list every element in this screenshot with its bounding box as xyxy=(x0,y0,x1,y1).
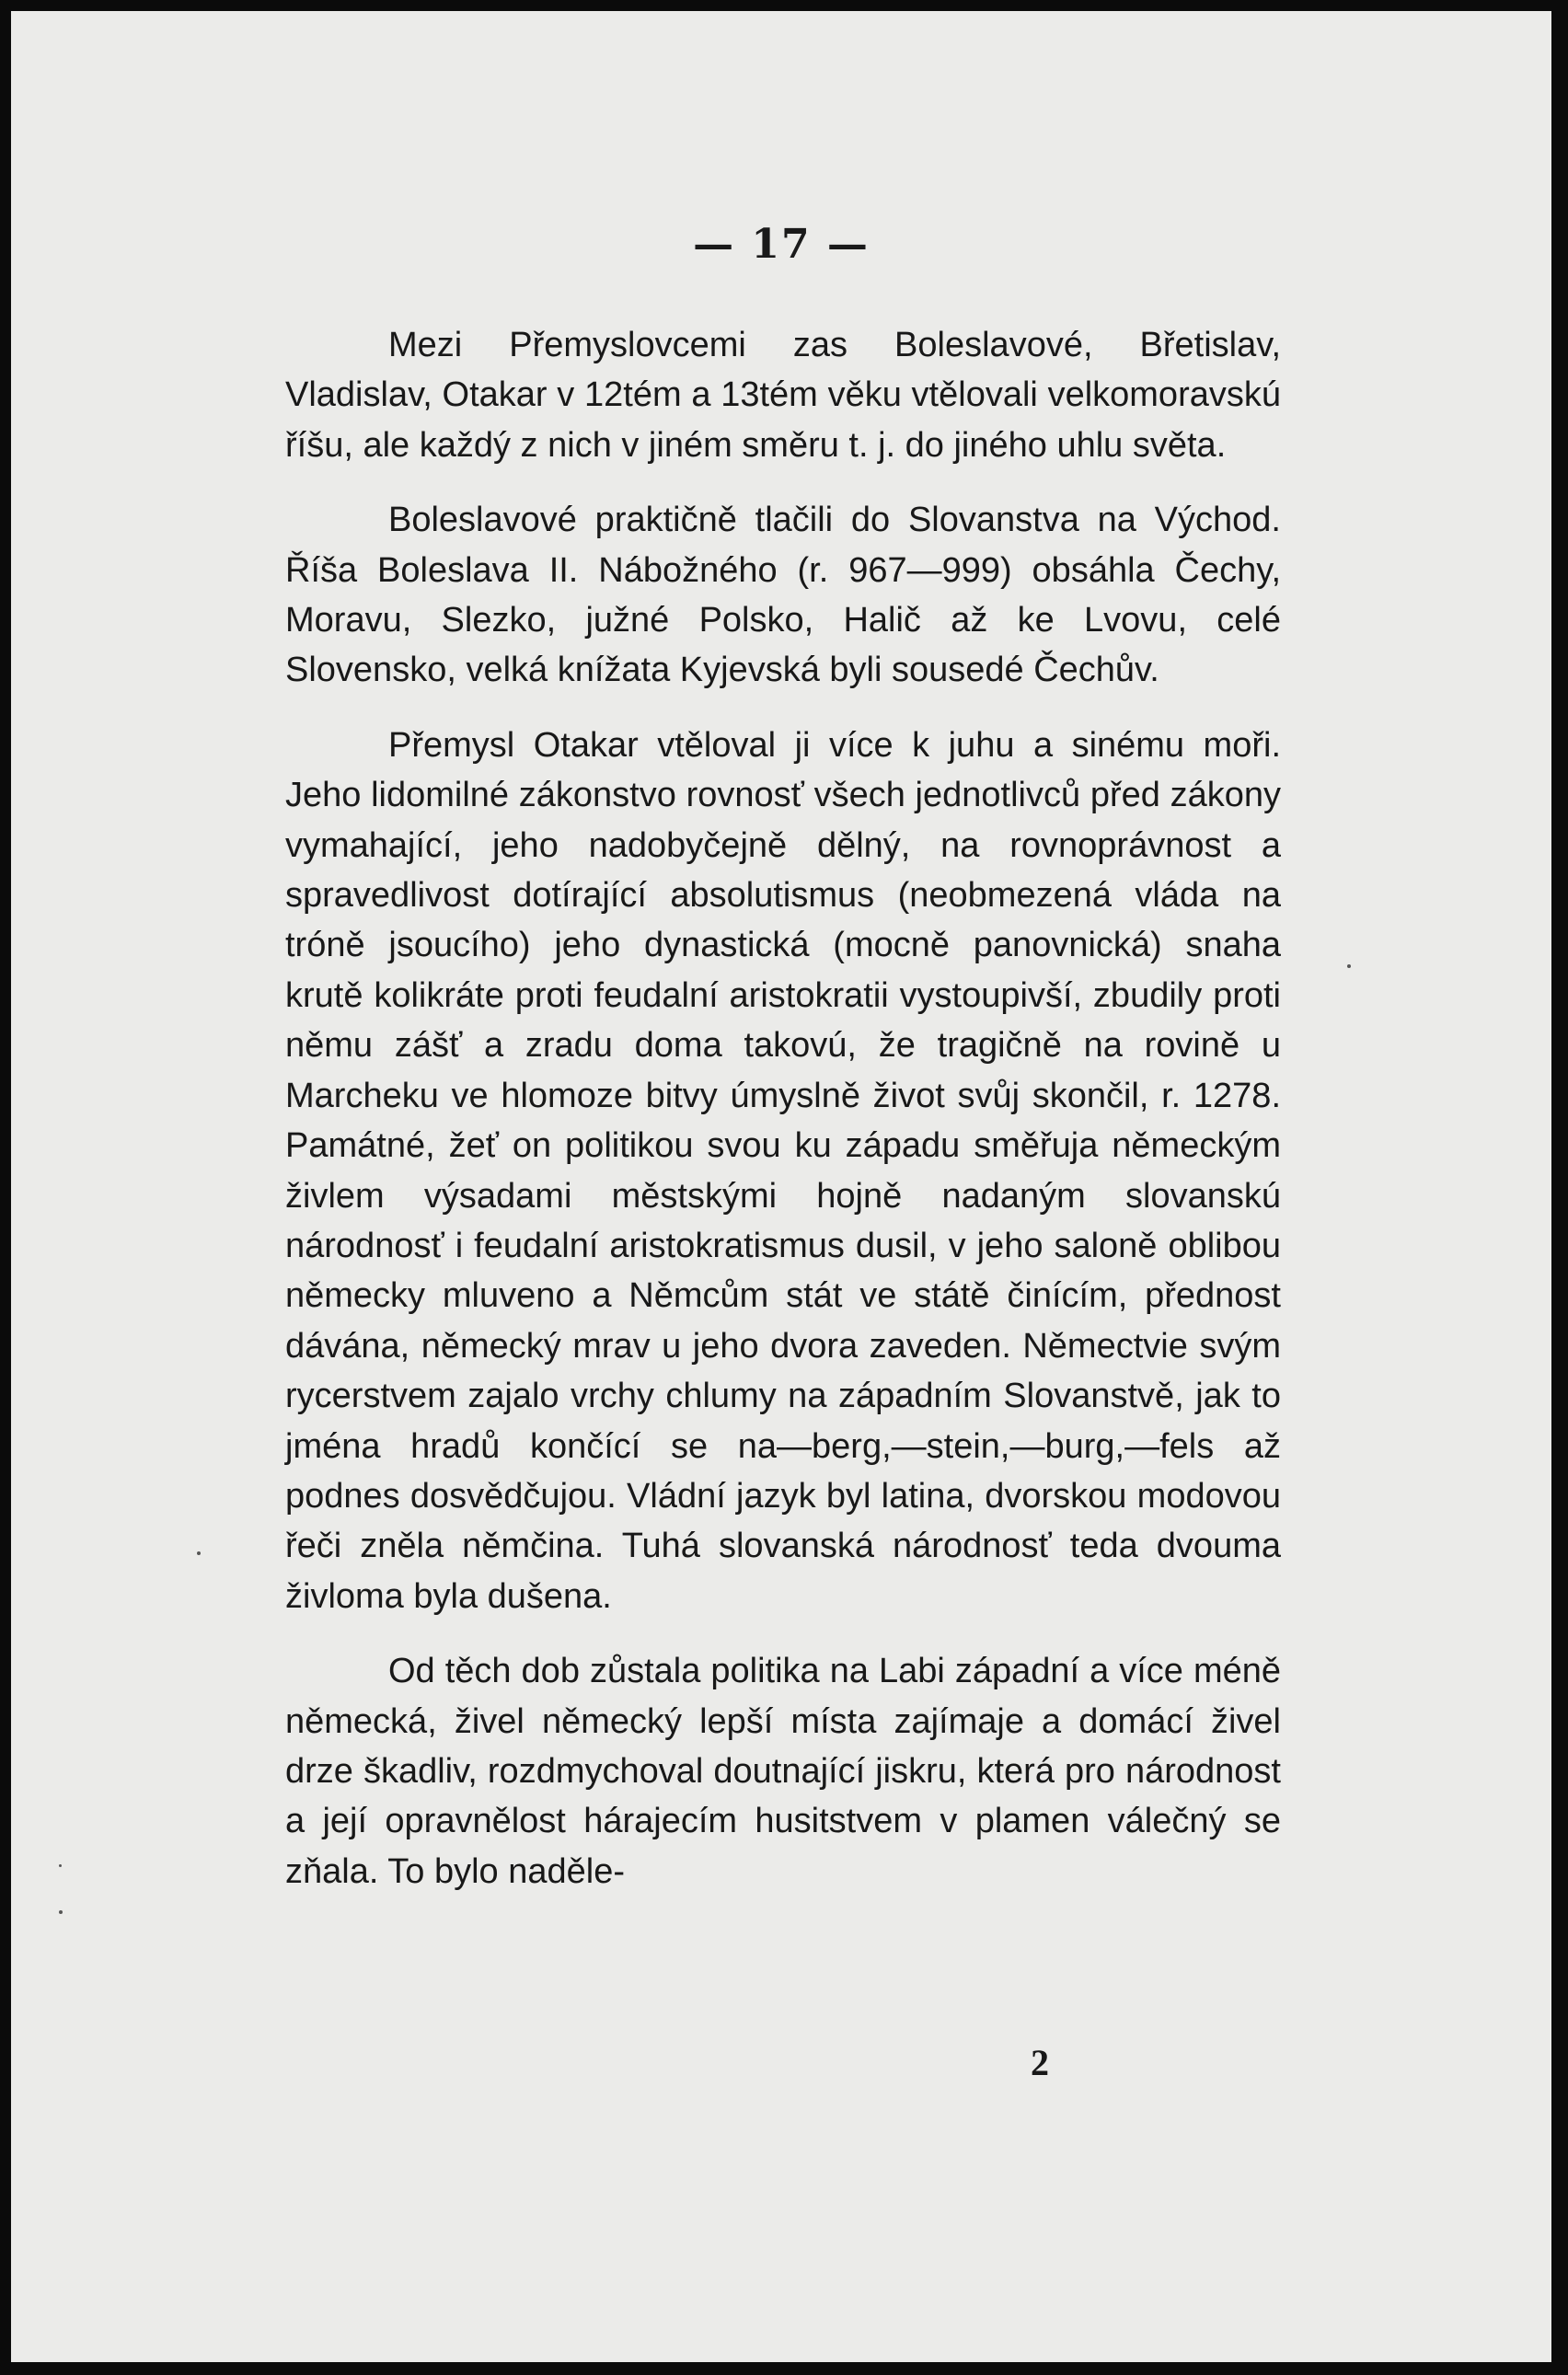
paragraph-1: Mezi Přemyslovcemi zas Boleslavové, Břetislav, Vladislav, Otakar v 12tém a 13tém věku vtělovali velkomoravskú říšu, ale každý z nich v jiném směru t. j. do jiného uhlu světa. xyxy=(285,326,1281,465)
paper-speck xyxy=(1347,964,1351,968)
paper-speck xyxy=(59,1864,62,1867)
book-page xyxy=(11,11,1551,2362)
paragraph-2: Boleslavové praktičně tlačili do Slovanstva na Východ. Říša Boleslava II. Nábožného (r. 967—999) obsáhla Čechy, Moravu, Slezko, južné Polsko, Halič až ke Lvovu, celé Slovensko, velká knížata Kyjevská byli sousedé Čechův. xyxy=(285,501,1281,690)
signature-mark: 2 xyxy=(1031,2042,1049,2083)
page-number: — 17 — xyxy=(693,221,870,268)
body-text xyxy=(285,320,1281,1921)
paragraph-4: Od těch dob zůstala politika na Labi západní a více méně německá, živel německý lepší místa zajímaje a domácí živel drze škadliv, rozdmychoval doutnající jiskru, která pro národnost a její opravnělost hárajecím husitstvem v plamen válečný se zňala. To bylo naděle- xyxy=(285,1652,1281,1891)
paper-speck xyxy=(59,1910,63,1914)
paper-speck xyxy=(197,1551,201,1555)
paragraph-3: Přemysl Otakar vtěloval ji více k juhu a sinému moři. Jeho lidomilné zákonstvo rovnosť všech jednotlivců před zákony vymahající, jeho nadobyčejně dělný, na rovnoprávnost a spravedlivost dotírající absolutismus (neobmezená vláda na tróně jsoucího) jeho dynastická (mocně panovnická) snaha krutě kolikráte proti feudalní aristokratii vystoupivší, zbudily proti němu zášť a zradu doma takovú, že tragičně na rovině u Marcheku ve hlomoze bitvy úmyslně život svůj skončil, r. 1278. Památné, žeť on politikou svou ku západu směřuja německým živlem výsadami městskými hojně nadaným slovanskú národnosť i feudalní aristokratismus dusil, v jeho saloně oblibou německy mluveno a Němcům stát ve státě činícím, přednost dávána, německý mrav u jeho dvora zaveden. Němectvie svým rycerstvem zajalo vrchy chlumy na západním Slovanstvě, jak to jména hradů končící se na—berg,—stein,—burg,—fels až podnes dosvědčujou. Vládní jazyk byl latina, dvorskou modovou řeči zněla němčina. Tuhá slovanská národnosť teda dvouma živloma byla dušena. xyxy=(285,725,1281,1616)
